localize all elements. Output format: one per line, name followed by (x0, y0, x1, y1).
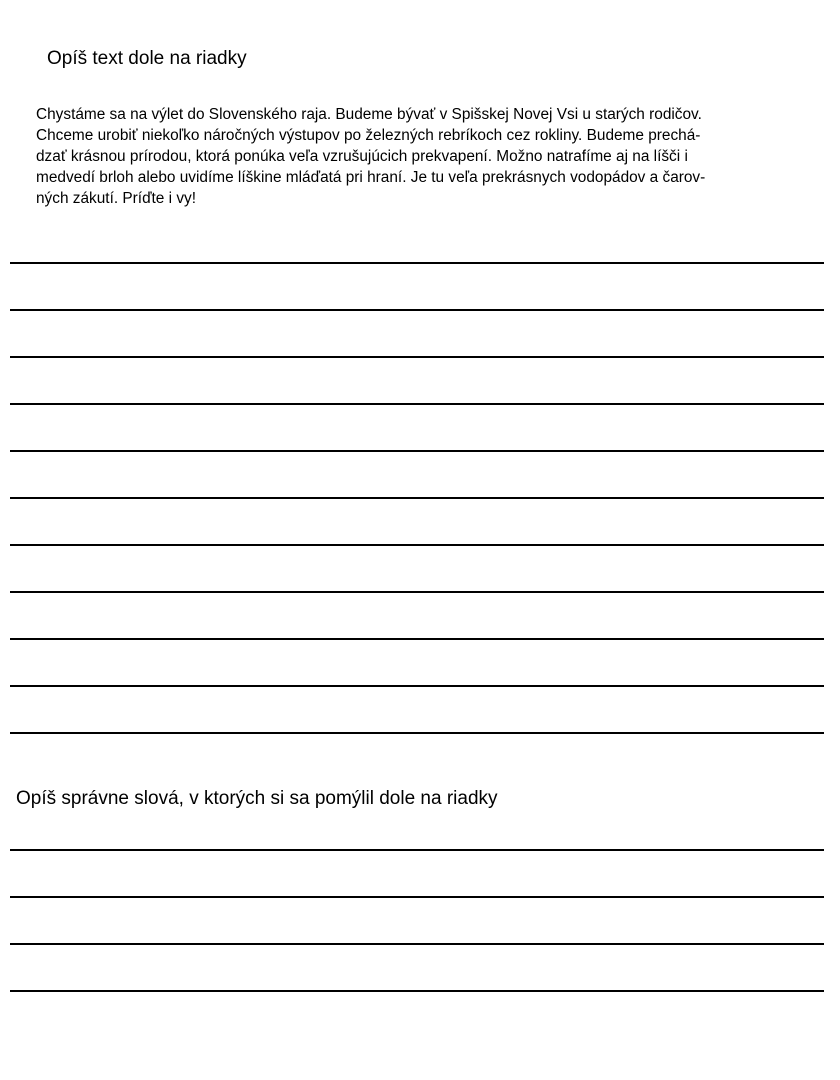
writing-line[interactable] (10, 450, 824, 452)
passage-line: dzať krásnou prírodou, ktorá ponúka veľa vzrušujúcich prekvapení. Možno natrafíme aj na líšči i (36, 148, 688, 165)
passage-line: medvedí brloh alebo uvidíme líškine mláďatá pri hraní. Je tu veľa prekrásnych vodopádov a čarov- (36, 169, 706, 186)
writing-line[interactable] (10, 497, 824, 499)
copy-text-instruction: Opíš text dole na riadky (47, 48, 247, 69)
correct-words-instruction: Opíš správne slová, v ktorých si sa pomýlil dole na riadky (16, 788, 498, 809)
writing-line[interactable] (10, 356, 824, 358)
writing-line[interactable] (10, 262, 824, 264)
reading-passage (36, 104, 826, 209)
writing-line[interactable] (10, 309, 824, 311)
writing-line[interactable] (10, 685, 824, 687)
correction-line[interactable] (10, 896, 824, 898)
writing-line[interactable] (10, 732, 824, 734)
writing-line[interactable] (10, 544, 824, 546)
correction-line[interactable] (10, 849, 824, 851)
writing-line[interactable] (10, 403, 824, 405)
writing-line[interactable] (10, 638, 824, 640)
writing-line[interactable] (10, 591, 824, 593)
passage-line: ných zákutí. Príďte i vy! (36, 190, 197, 207)
correction-line[interactable] (10, 990, 824, 992)
passage-line: Chystáme sa na výlet do Slovenského raja. Budeme bývať v Spišskej Novej Vsi u starých rodičov. (36, 106, 702, 123)
passage-line: Chceme urobiť niekoľko náročných výstupov po železných rebríkoch cez rokliny. Budeme prechá- (36, 127, 701, 144)
correction-line[interactable] (10, 943, 824, 945)
